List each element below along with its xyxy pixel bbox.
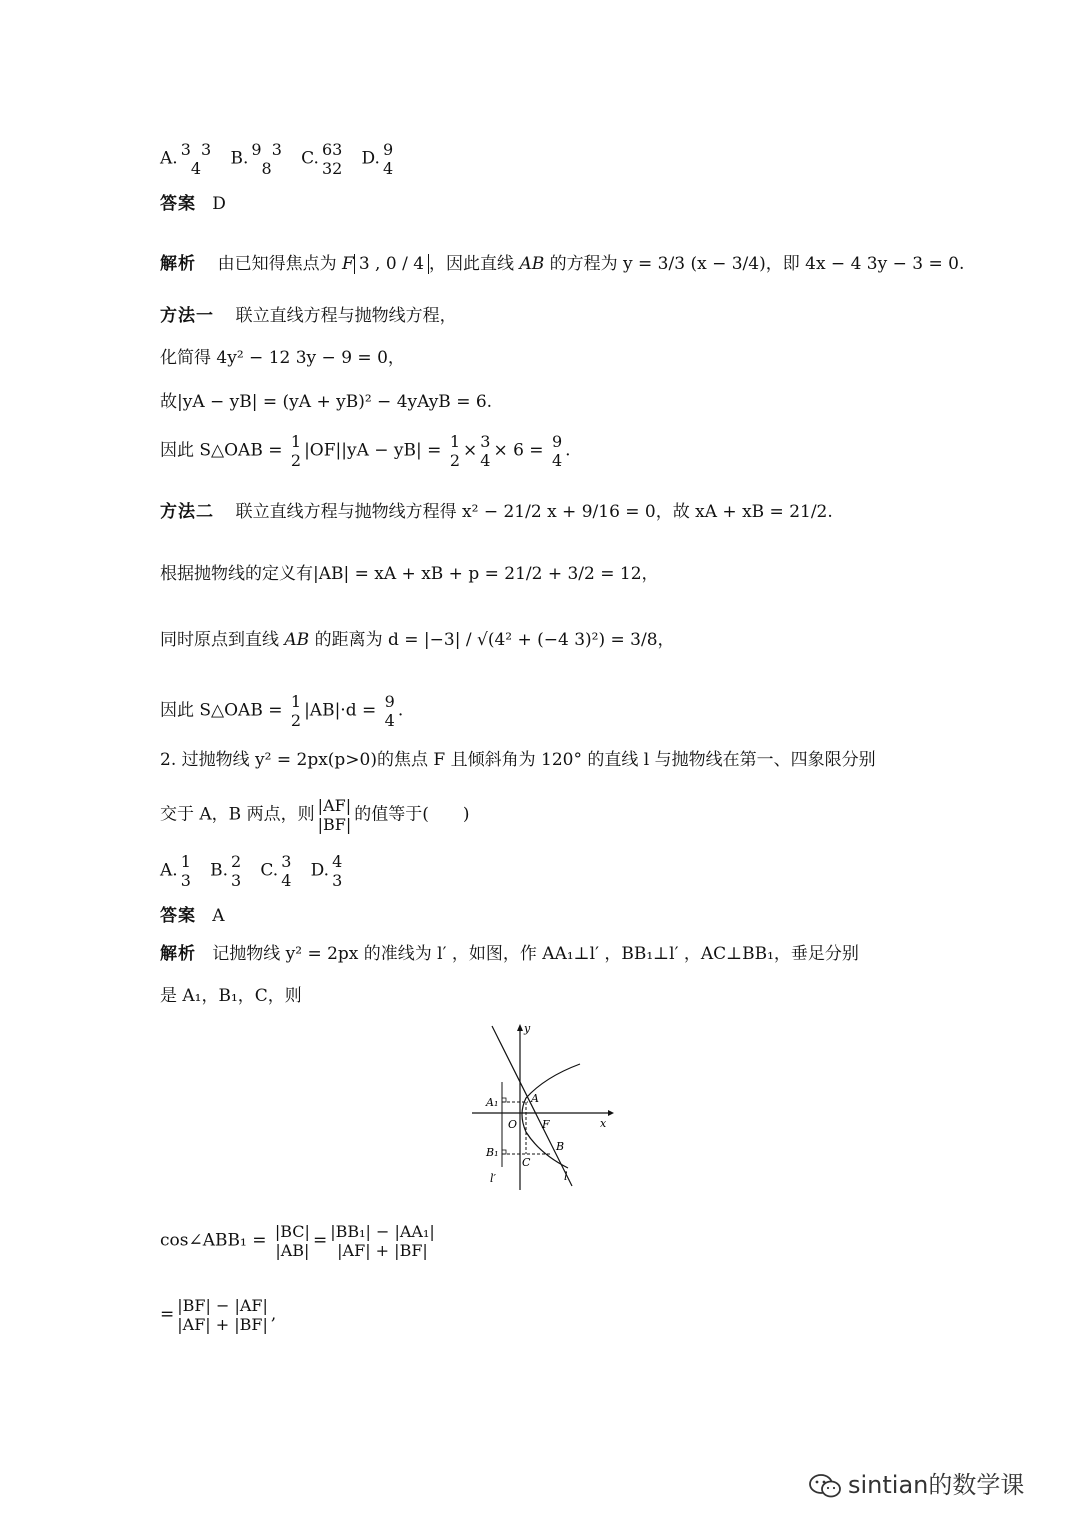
label-b: B xyxy=(556,1140,565,1153)
method2-label: 方法二 xyxy=(160,502,214,522)
analysis-label: 解析 xyxy=(160,254,196,274)
eq2-line: = |BF| − |AF| |AF| + |BF| , xyxy=(160,1296,277,1334)
cos-line: cos∠ABB₁ = |BC| |AB| = |BB₁| − |AA₁| |AF| + |BF| xyxy=(160,1222,435,1260)
option-c-label: C. xyxy=(301,148,319,169)
option-c-frac: 63 32 xyxy=(321,140,343,178)
parabola-figure xyxy=(470,1022,620,1192)
answer-label: 答案 xyxy=(160,194,196,214)
label-o: O xyxy=(508,1118,518,1131)
distance-equation: d = |−3| / √(4² + (−4 3)²) = 3/8， xyxy=(388,630,675,650)
area1-line: 因此 S△OAB = 1 2 |OF||yA − yB| = 1 2 × 3 4 × 6 = 9 4 . xyxy=(160,432,571,470)
label-a1: A₁ xyxy=(486,1096,499,1109)
area2-line: 因此 S△OAB = 1 2 |AB|·d = 9 4 . xyxy=(160,692,404,730)
label-b1: B₁ xyxy=(486,1146,499,1159)
method1: 方法一 联立直线方程与抛物线方程， xyxy=(160,306,457,326)
distance-line: 同时原点到直线 AB 的距离为 d = |−3| / √(4² + (−4 3)²) = 3/8， xyxy=(160,630,675,650)
y-arrow-icon xyxy=(517,1024,523,1031)
q1-options xyxy=(160,140,396,178)
label-l: l xyxy=(564,1170,568,1183)
q2-options: A. 1 3 B. 2 3 C. 3 4 D. 4 3 xyxy=(160,852,343,890)
q2-stem-line1: 2. 过抛物线 y² = 2px(p>0)的焦点 F 且倾斜角为 120° 的直线 l 与抛物线在第一、四象限分别 xyxy=(160,750,876,770)
cos-frac1: |BC| |AB| xyxy=(274,1222,310,1260)
answer-value: D xyxy=(212,194,226,214)
option-d-frac: 9 4 xyxy=(382,140,394,178)
q2-analysis-line1: 解析 记抛物线 y² = 2px 的准线为 l′ ，如图，作 AA₁⊥l′ ，BB₁⊥l′ ，AC⊥BB₁，垂足分别 xyxy=(160,944,859,964)
abs-diff-line: 故|yA − yB| = (yA + yB)² − 4yAyB = 6. xyxy=(160,392,493,412)
q1-analysis: 解析 由已知得焦点为 F 3 , 0 / 4 ，因此直线 AB 的方程为 y = 3/3 (x − 3/4)，即 4x − 4 3y − 3 = 0. xyxy=(160,254,965,274)
label-f: F xyxy=(542,1118,550,1131)
ab-definition-line: 根据抛物线的定义有|AB| = xA + xB + p = 21/2 + 3/2 = 12， xyxy=(160,564,659,584)
method1-label: 方法一 xyxy=(160,306,214,326)
wechat-icon xyxy=(808,1472,842,1500)
q2-analysis-line2: 是 A₁，B₁，C，则 xyxy=(160,986,302,1006)
option-a-frac: 3 3 4 xyxy=(180,140,212,178)
line-l xyxy=(492,1026,572,1186)
label-x: x xyxy=(600,1117,607,1130)
cos-frac2: |BB₁| − |AA₁| |AF| + |BF| xyxy=(330,1222,435,1260)
line-equation: y = 3/3 (x − 3/4) xyxy=(623,254,766,274)
q2-stem-line2: 交于 A，B 两点，则 |AF| |BF| 的值等于( ) xyxy=(160,796,470,834)
label-a: A xyxy=(531,1092,539,1105)
eq2-frac: |BF| − |AF| |AF| + |BF| xyxy=(177,1296,268,1334)
watermark: sintian的数学课 xyxy=(808,1465,1024,1500)
option-a-label: A. xyxy=(160,148,178,169)
label-c: C xyxy=(522,1156,531,1169)
x-arrow-icon xyxy=(608,1110,614,1116)
option-d-label: D. xyxy=(361,148,380,169)
option-b-label: B. xyxy=(230,148,249,169)
parabola-curve xyxy=(522,1064,580,1168)
focus-coords: 3 , 0 / 4 xyxy=(354,254,429,274)
label-l-prime: l′ xyxy=(490,1172,497,1185)
simplify-line: 化简得 4y² − 12 3y − 9 = 0， xyxy=(160,348,405,368)
q2-stem-fraction: |AF| |BF| xyxy=(317,796,352,834)
q1-answer xyxy=(160,194,226,214)
label-y: y xyxy=(524,1022,531,1035)
method2-equation: x² − 21/2 x + 9/16 = 0，故 xA + xB = 21/2. xyxy=(462,502,833,522)
option-b-frac: 9 3 8 xyxy=(251,140,282,178)
method2: 方法二 联立直线方程与抛物线方程得 x² − 21/2 x + 9/16 = 0，故 xA + xB = 21/2. xyxy=(160,502,833,522)
q2-answer: 答案 A xyxy=(160,906,225,926)
